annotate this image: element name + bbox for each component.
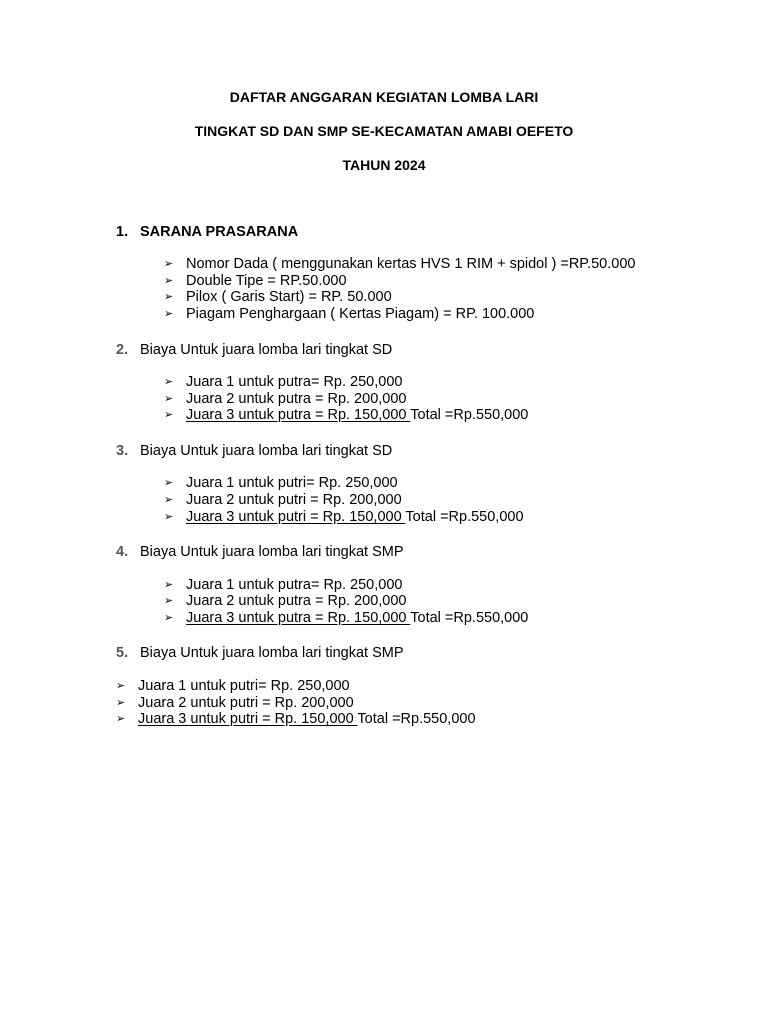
- list-item-with-total: [116, 711, 476, 728]
- section-5-title: [116, 644, 404, 662]
- arrow-bullet-icon: ➢: [164, 308, 174, 320]
- list-item: ➢ Juara 1 untuk putri= Rp. 250,000: [116, 678, 350, 694]
- arrow-bullet-icon: ➢: [164, 579, 174, 591]
- arrow-bullet-icon: ➢: [116, 697, 126, 709]
- section-1-title: [116, 223, 298, 241]
- section-number: 3.: [116, 443, 129, 459]
- list-item: ➢ Juara 2 untuk putri = Rp. 200,000: [164, 492, 402, 508]
- arrow-bullet-icon: ➢: [164, 393, 174, 405]
- arrow-bullet-icon: ➢: [164, 511, 174, 523]
- section-heading: SARANA PRASARANA: [140, 224, 299, 240]
- underlined-item: Juara 3 untuk putri = Rp. 150,000: [186, 509, 406, 525]
- section-2-title: [116, 341, 392, 359]
- document-title: DAFTAR ANGGARAN KEGIATAN LOMBA LARI: [229, 89, 539, 105]
- list-item: ➢ Pilox ( Garis Start) = RP. 50.000: [164, 289, 392, 305]
- list-item-with-total: [164, 407, 528, 424]
- section-3-title: [116, 442, 392, 460]
- total-amount: Total =Rp.550,000: [410, 407, 529, 423]
- section-number: 1.: [116, 224, 129, 240]
- arrow-bullet-icon: ➢: [116, 680, 126, 692]
- list-item: ➢ Juara 2 untuk putri = Rp. 200,000: [116, 695, 354, 711]
- list-item: ➢ Juara 1 untuk putra= Rp. 250,000: [164, 577, 403, 593]
- list-item-with-total: [164, 610, 528, 627]
- arrow-bullet-icon: ➢: [164, 258, 174, 270]
- underlined-item: Juara 3 untuk putra = Rp. 150,000: [186, 407, 411, 423]
- section-4-title: [116, 543, 404, 561]
- section-heading: Biaya Untuk juara lomba lari tingkat SD: [140, 443, 393, 459]
- total-amount: Total =Rp.550,000: [410, 610, 529, 626]
- arrow-bullet-icon: ➢: [164, 595, 174, 607]
- document-subtitle: TINGKAT SD DAN SMP SE-KECAMATAN AMABI OEFETO: [194, 123, 574, 139]
- total-amount: Total =Rp.550,000: [405, 509, 524, 525]
- arrow-bullet-icon: ➢: [164, 376, 174, 388]
- underlined-item: Juara 3 untuk putra = Rp. 150,000: [186, 610, 411, 626]
- document-year: TAHUN 2024: [342, 157, 426, 173]
- section-number: 5.: [116, 645, 129, 661]
- list-item: ➢ Juara 1 untuk putra= Rp. 250,000: [164, 374, 403, 390]
- section-heading: Biaya Untuk juara lomba lari tingkat SMP: [140, 544, 404, 560]
- list-item: ➢ Nomor Dada ( menggunakan kertas HVS 1 RIM + spidol ) =RP.50.000: [164, 256, 636, 272]
- arrow-bullet-icon: ➢: [164, 409, 174, 421]
- list-item-with-total: [164, 509, 524, 526]
- section-number: 4.: [116, 544, 129, 560]
- section-heading: Biaya Untuk juara lomba lari tingkat SMP: [140, 645, 404, 661]
- list-item: ➢ Double Tipe = RP.50.000: [164, 273, 347, 289]
- arrow-bullet-icon: ➢: [164, 291, 174, 303]
- total-amount: Total =Rp.550,000: [357, 711, 476, 727]
- list-item: ➢ Juara 2 untuk putra = Rp. 200,000: [164, 391, 407, 407]
- arrow-bullet-icon: ➢: [164, 494, 174, 506]
- list-item: ➢ Juara 2 untuk putra = Rp. 200,000: [164, 593, 407, 609]
- arrow-bullet-icon: ➢: [116, 713, 126, 725]
- underlined-item: Juara 3 untuk putri = Rp. 150,000: [138, 711, 358, 727]
- arrow-bullet-icon: ➢: [164, 612, 174, 624]
- section-heading: Biaya Untuk juara lomba lari tingkat SD: [140, 342, 393, 358]
- arrow-bullet-icon: ➢: [164, 477, 174, 489]
- arrow-bullet-icon: ➢: [164, 275, 174, 287]
- list-item: ➢ Piagam Penghargaan ( Kertas Piagam) = RP. 100.000: [164, 306, 535, 322]
- section-number: 2.: [116, 342, 129, 358]
- list-item: ➢ Juara 1 untuk putri= Rp. 250,000: [164, 475, 398, 491]
